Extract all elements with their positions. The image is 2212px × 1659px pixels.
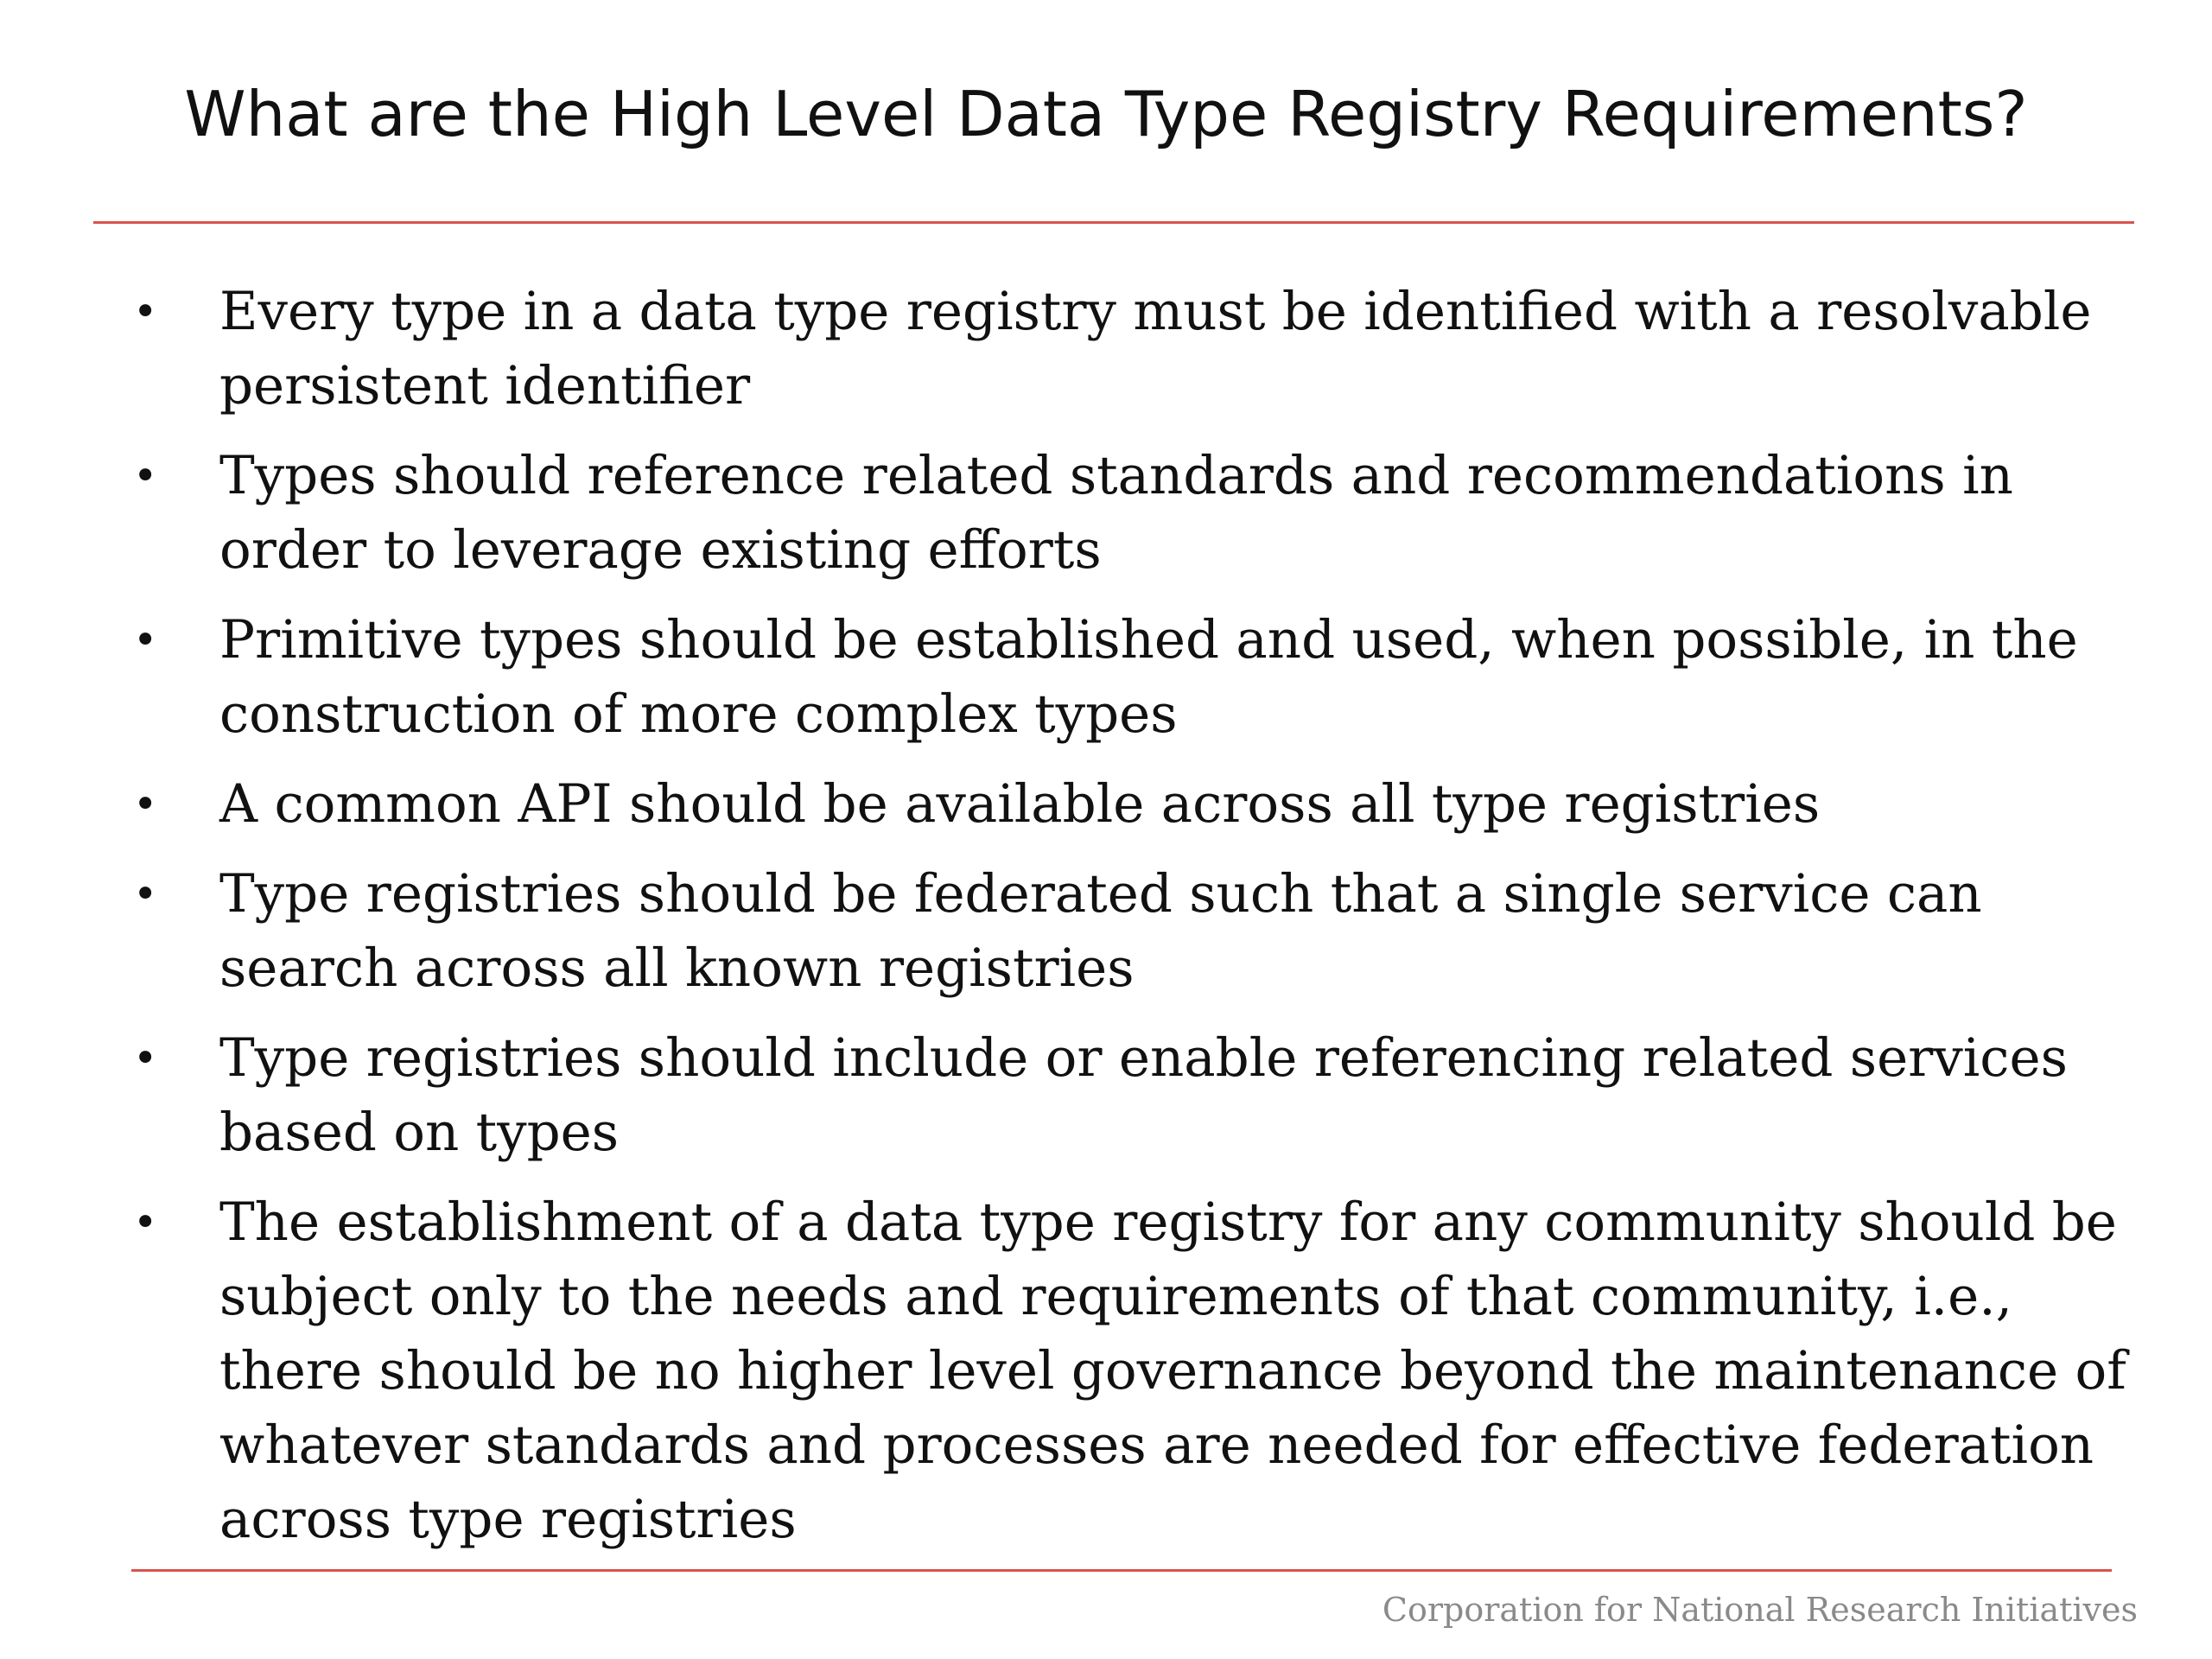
bullet-item	[130, 1185, 2143, 1557]
bullet-text: Every type in a data type registry must be identified with a resolvable persistent identifier	[219, 281, 2092, 416]
footer-organization: Corporation for National Research Initiatives	[1382, 1591, 2138, 1629]
bullet-text: Types should reference related standards and recommendations in order to leverage existing efforts	[219, 445, 2013, 581]
bullet-text: Primitive types should be established and used, when possible, in the construction of more complex types	[219, 609, 2078, 745]
bullet-item	[130, 1021, 2143, 1170]
bullet-text: A common API should be available across all type registries	[219, 773, 1821, 835]
bottom-divider	[131, 1569, 2112, 1572]
bullet-icon: •	[133, 616, 158, 664]
bullet-list	[130, 275, 2143, 1573]
top-divider	[93, 221, 2134, 224]
bullet-item	[130, 439, 2143, 588]
bullet-text: Type registries should include or enable referencing related services based on types	[219, 1027, 2068, 1163]
bullet-item	[130, 767, 2143, 842]
bullet-text: Type registries should be federated such that a single service can search across all known registries	[219, 863, 1982, 999]
slide-title: What are the High Level Data Type Registry Requirements?	[184, 78, 2028, 150]
bullet-icon: •	[133, 870, 158, 918]
bullet-item	[130, 603, 2143, 752]
bullet-item	[130, 275, 2143, 423]
bullet-icon: •	[133, 288, 158, 336]
bullet-text: The establishment of a data type registry for any community should be subject only to the needs and requirements of that community, i.e., there should be no higher level governance beyond the maintenance of whatever standards and processes are needed for effective federation across type registries	[219, 1192, 2126, 1550]
bullet-icon: •	[133, 780, 158, 829]
bullet-item	[130, 857, 2143, 1006]
bullet-icon: •	[133, 452, 158, 500]
bullet-icon: •	[133, 1034, 158, 1083]
bullet-icon: •	[133, 1198, 158, 1247]
